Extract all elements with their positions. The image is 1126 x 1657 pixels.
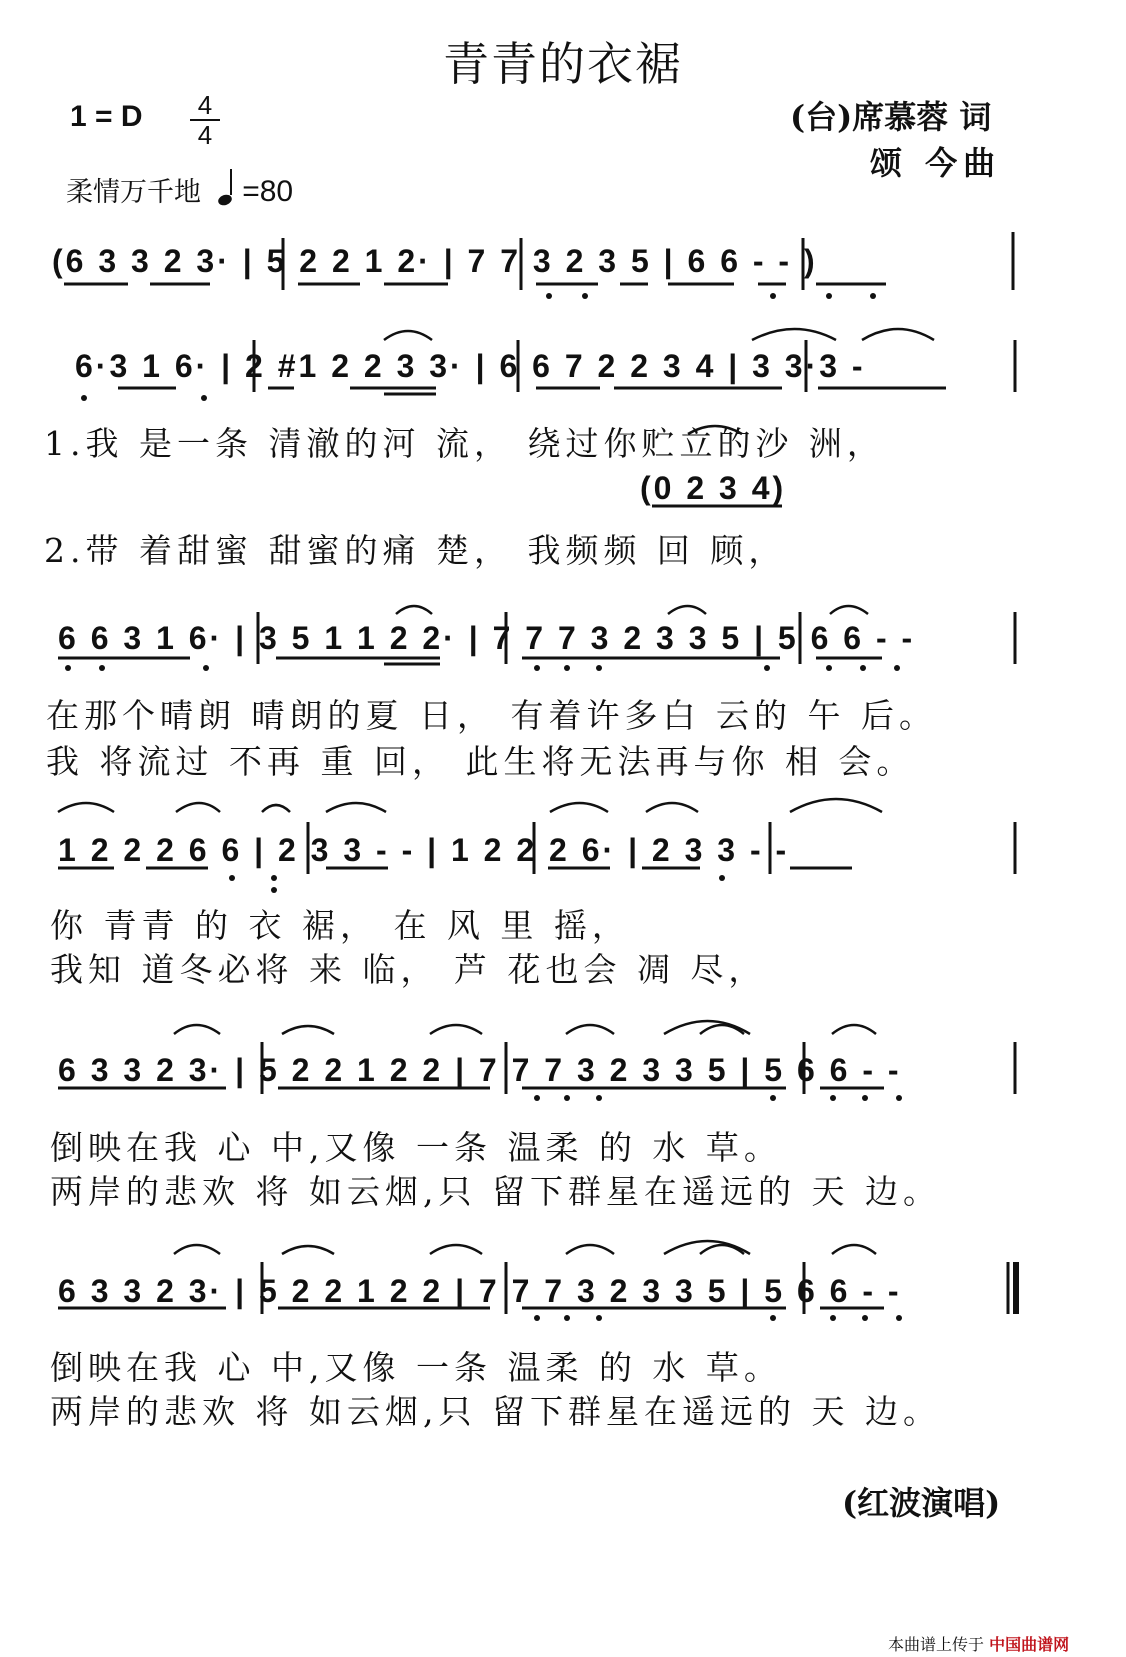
watermark-prefix: 本曲谱上传于 [888, 1635, 985, 1654]
lyrics-line-1-verse-2: 2.带 着甜蜜 甜蜜的痛 楚， 我频频 回 顾， [44, 531, 787, 570]
score-line-interlude: (0 2 3 4) [640, 470, 787, 506]
time-signature-top: 4 [197, 90, 213, 120]
score-line-1: (6 3 3 2 3· | 5 2 2 1 2· | 7 7 3 2 3 5 | 6 6 - - ) [52, 243, 818, 279]
tempo-text: 柔情万千地 [66, 177, 201, 208]
lyrics-line-3-verse-2: 我知 道冬必将 来 临， 芦 花也会 凋 尽， [50, 950, 767, 989]
composer-credit: 颂 今曲 [870, 144, 1002, 182]
lyrics-line-3-verse-1: 你 青青 的 衣 裾， 在 风 里 摇， [50, 906, 630, 945]
score-line-4: 1 2 2 2 6 6 | 2 3 3 - - | 1 2 2 2 6· | 2 3 3 - - [58, 832, 790, 868]
score-line-5: 6 3 3 2 3· | 5 2 2 1 2 2 | 7 7 7 3 2 3 3 5 | 5 6 6 - - [58, 1052, 902, 1088]
lyrics-line-4-verse-2: 两岸的悲欢 将 如云烟,只 留下群星在遥远的 天 边。 [50, 1172, 941, 1211]
lyrics-line-4-verse-1: 倒映在我 心 中,又像 一条 温柔 的 水 草。 [50, 1128, 782, 1167]
lyrics-line-5-verse-2: 两岸的悲欢 将 如云烟,只 留下群星在遥远的 天 边。 [50, 1392, 941, 1431]
time-signature-bottom: 4 [197, 120, 213, 150]
key-signature: 1 = D [70, 100, 143, 133]
lyrics-line-2-verse-2: 我 将流过 不再 重 回， 此生将无法再与你 相 会。 [46, 742, 915, 781]
watermark [888, 1632, 1069, 1655]
watermark-site: 中国曲谱网 [989, 1635, 1070, 1654]
score-line-3: 6 6 3 1 6· | 3 5 1 1 2 2· | 7 7 7 3 2 3 3 5 | 5 6 6 - - [58, 620, 916, 656]
lyrics-line-1-verse-1: 1.我 是一条 清澈的河 流， 绕过你贮立的沙 洲， [44, 424, 885, 463]
tempo-value: =80 [242, 175, 294, 208]
score-line-2: 6·3 1 6· | 2 #1 2 2 3 3· | 6 6 7 2 2 3 4 | 3 3·3 - [75, 348, 866, 384]
performer-credit: (红波演唱) [842, 1484, 1001, 1522]
lyrics-line-5-verse-1: 倒映在我 心 中,又像 一条 温柔 的 水 草。 [50, 1348, 782, 1387]
song-title: 青青的衣裾 [443, 37, 683, 91]
lyricist-credit: (台)席慕蓉 词 [790, 98, 992, 136]
score-line-6: 6 3 3 2 3· | 5 2 2 1 2 2 | 7 7 7 3 2 3 3 5 | 5 6 6 - - [58, 1273, 902, 1309]
lyrics-line-2-verse-1: 在那个晴朗 晴朗的夏 日， 有着许多白 云的 午 后。 [46, 696, 937, 735]
